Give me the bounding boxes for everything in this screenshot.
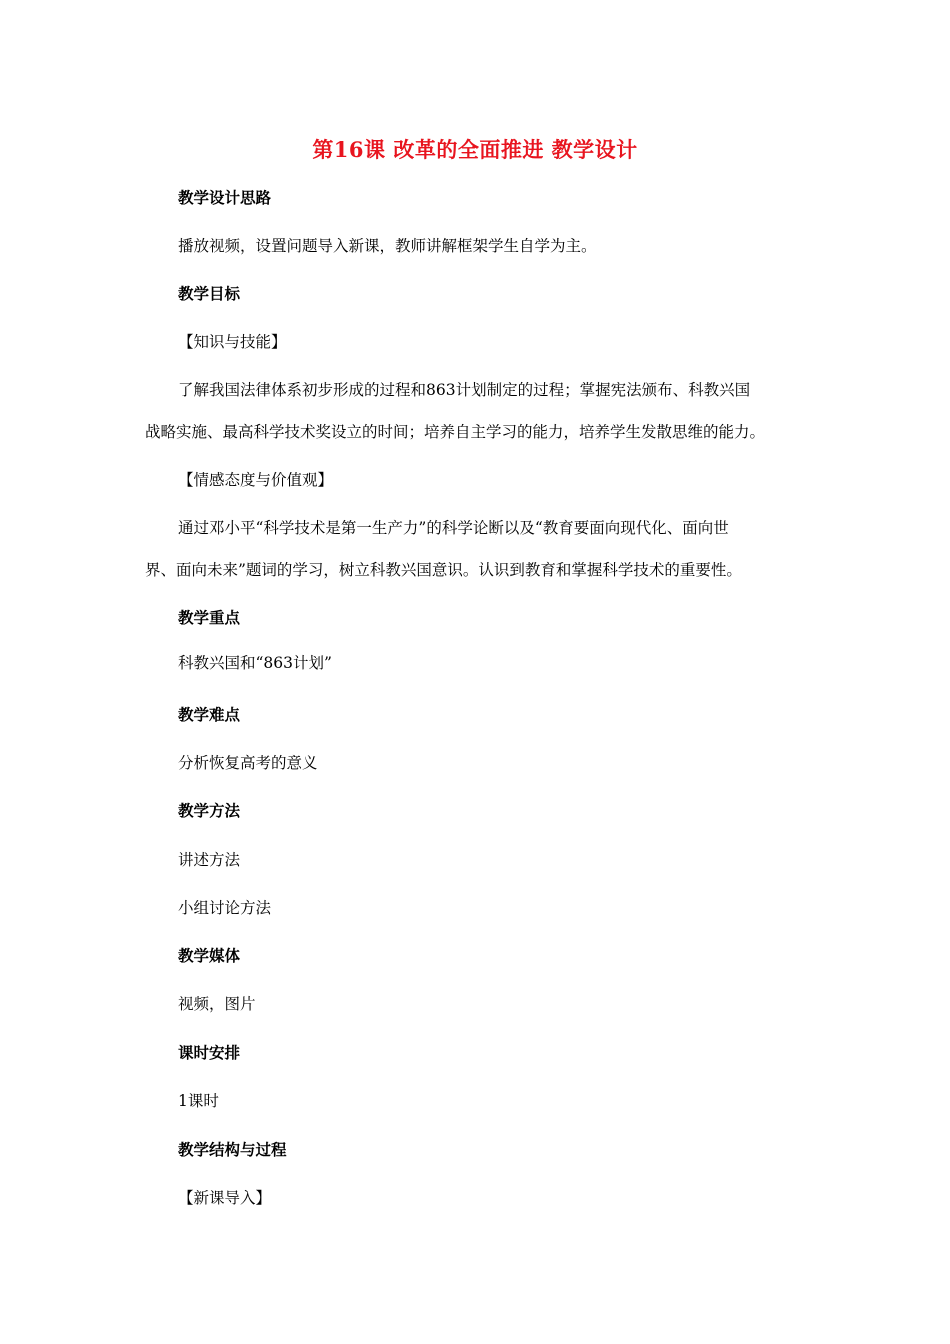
knowledge-text-line-1: 了解我国法律体系初步形成的过程和863计划制定的过程；掌握宪法颁布、科教兴国 <box>178 381 751 399</box>
media-text: 视频，图片 <box>178 995 256 1013</box>
media-heading: 教学媒体 <box>178 946 241 965</box>
design-idea-heading: 教学设计思路 <box>178 188 272 207</box>
key-points-text: 科教兴国和“863计划” <box>178 654 332 672</box>
emotion-label: 【情感态度与价值观】 <box>178 471 334 489</box>
emotion-text-line-2: 界、面向未来”题词的学习，树立科教兴国意识。认识到教育和掌握科学技术的重要性。 <box>145 561 742 579</box>
new-lesson-intro-label: 【新课导入】 <box>178 1189 272 1207</box>
difficulties-text: 分析恢复高考的意义 <box>178 754 318 772</box>
methods-item-2: 小组讨论方法 <box>178 899 272 917</box>
schedule-heading: 课时安排 <box>178 1043 241 1062</box>
methods-item-1: 讲述方法 <box>178 851 241 869</box>
difficulties-heading: 教学难点 <box>178 705 241 724</box>
process-heading: 教学结构与过程 <box>178 1140 287 1159</box>
schedule-text: 1课时 <box>178 1092 219 1110</box>
methods-heading: 教学方法 <box>178 801 241 820</box>
objectives-heading: 教学目标 <box>178 284 241 303</box>
knowledge-text-line-2: 战略实施、最高科学技术奖设立的时间；培养自主学习的能力，培养学生发散思维的能力。 <box>145 423 766 441</box>
emotion-text-line-1: 通过邓小平“科学技术是第一生产力”的科学论断以及“教育要面向现代化、面向世 <box>178 519 729 537</box>
knowledge-label: 【知识与技能】 <box>178 333 287 351</box>
key-points-heading: 教学重点 <box>178 608 241 627</box>
design-idea-text: 播放视频，设置问题导入新课，教师讲解框架学生自学为主。 <box>178 237 597 255</box>
document-title: 第16课 改革的全面推进 教学设计 <box>312 137 638 162</box>
